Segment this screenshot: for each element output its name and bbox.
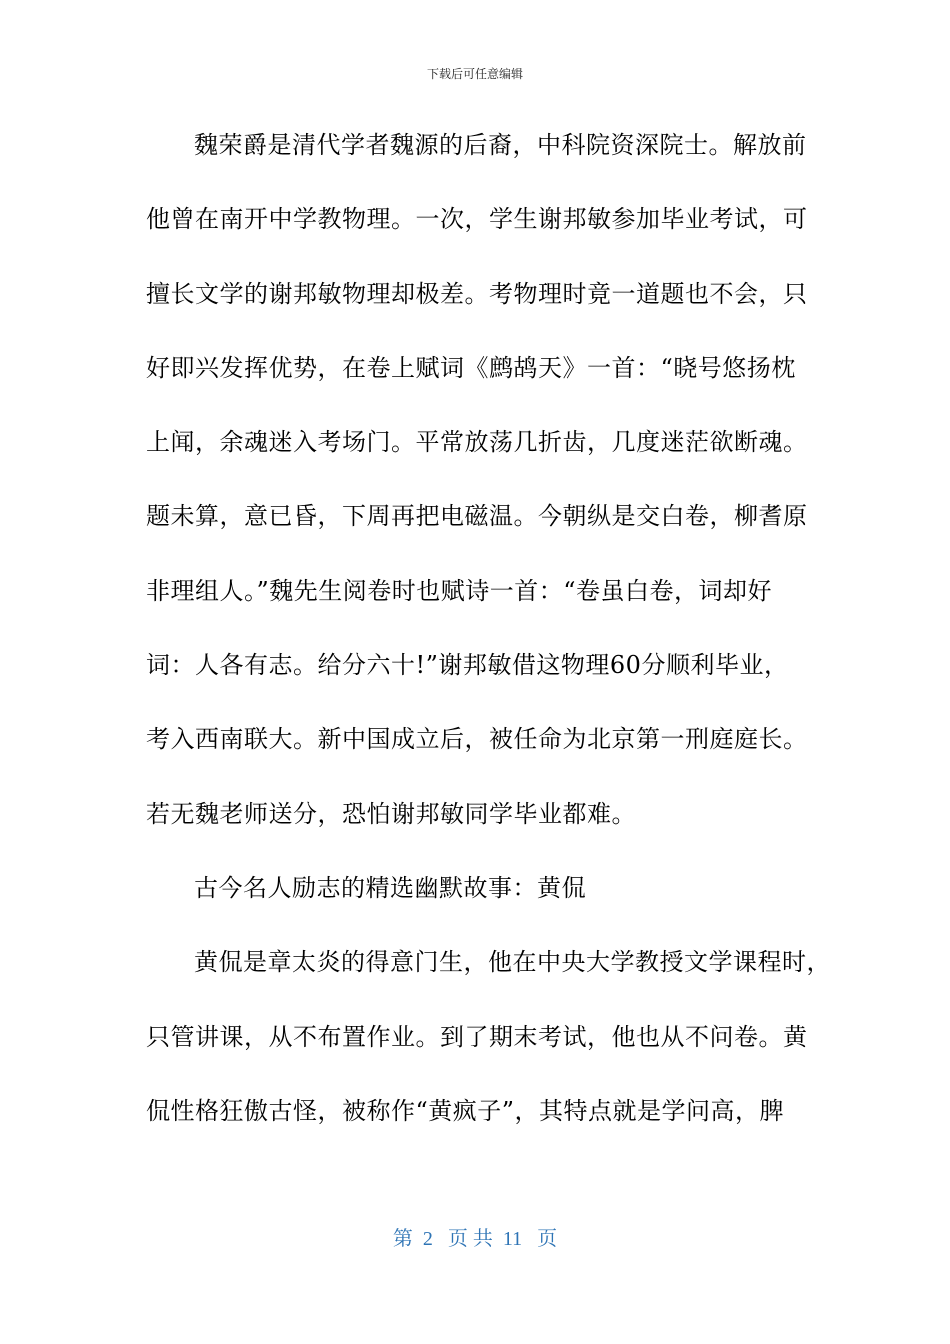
paragraph-line: 考入西南联大。新中国成立后，被任命为北京第一刑庭庭长。: [146, 725, 808, 754]
paragraph-line: 非理组人。”魏先生阅卷时也赋诗一首：“卷虽白卷，词却好: [146, 576, 773, 605]
document-body: [146, 120, 831, 1160]
page-number-footer: 第 2 页 共 11 页: [392, 1228, 558, 1250]
paragraph-line: 擅长文学的谢邦敏物理却极差。考物理时竟一道题也不会，只: [146, 279, 808, 308]
page-header: 下载后可任意编辑: [426, 67, 523, 81]
paragraph-line: 上闻，余魂迷入考场门。平常放荡几折齿，几度迷茫欲断魂。: [146, 428, 808, 457]
paragraph-line: 他曾在南开中学教物理。一次，学生谢邦敏参加毕业考试，可: [146, 205, 808, 234]
paragraph-line: 魏荣爵是清代学者魏源的后裔，中科院资深院士。解放前: [194, 131, 807, 159]
section-heading: 古今名人励志的精选幽默故事：黄侃: [194, 873, 586, 902]
paragraph-line: 黄侃是章太炎的得意门生，他在中央大学教授文学课程时，: [194, 948, 831, 977]
paragraph-line: 只管讲课，从不布置作业。到了期末考试，他也从不问卷。黄: [146, 1022, 808, 1051]
paragraph-line: 若无魏老师送分，恐怕谢邦敏同学毕业都难。: [146, 799, 636, 828]
paragraph-line: 词：人各有志。给分六十!”谢邦敏借这物理60分顺利毕业，: [146, 651, 789, 680]
paragraph-line: 题未算，意已昏，下周再把电磁温。今朝纵是交白卷，柳耆原: [146, 502, 808, 531]
paragraph-line: 侃性格狂傲古怪，被称作“黄疯子”，其特点就是学问高，脾: [146, 1096, 785, 1125]
paragraph-line: 好即兴发挥优势，在卷上赋词《鹧鸪天》一首：“晓号悠扬枕: [146, 353, 796, 382]
